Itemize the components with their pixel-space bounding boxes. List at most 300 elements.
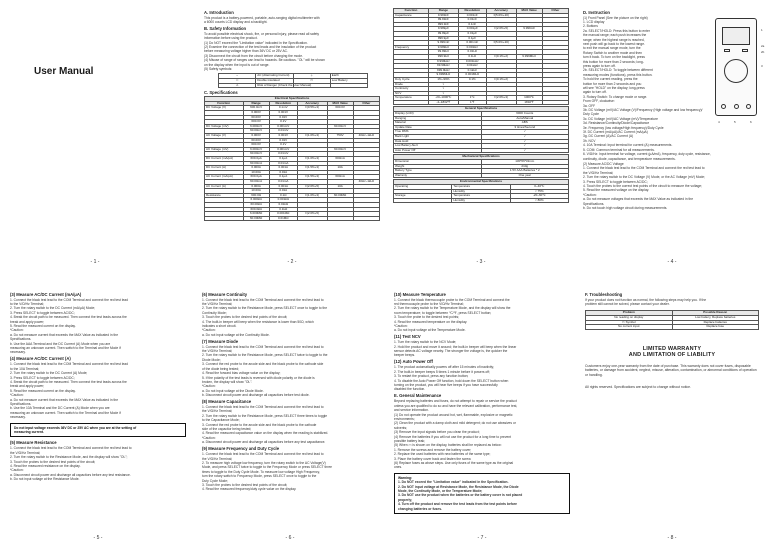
text-line: 2. Turn the rotary switch to the Resistance Mode, and the display will show "OL";	[10, 455, 128, 460]
warning-line: Mode, the Continuity Mode, or the Temperature Mode;	[398, 489, 483, 494]
limited-warranty-text: Customers enjoy one-year warranty from the date of purchase. This warranty does not cover fuses, disposable batteries, or damage from accident, neglect, misuse, alteration, contamination, or abnormal conditions of operation or handling.	[585, 363, 757, 377]
measure-voltage-list	[583, 166, 761, 210]
table-row	[586, 325, 759, 330]
text-line: 3a. OFF	[583, 103, 596, 108]
table-cell: NCV	[394, 91, 429, 96]
table-caption: Environmental Specifications	[394, 180, 569, 185]
resistance-section	[10, 440, 186, 481]
text-line: the V/Ω/Hz Terminal;	[583, 170, 614, 175]
table-cell: 0.001V	[269, 134, 297, 139]
text-line: 3f. DC Current (mA/μA)/AC Current (mA/μA)	[583, 130, 648, 135]
table-cell: ±(5.0%+20)	[486, 41, 516, 46]
table-cell: 40Hz~1kHz	[353, 179, 379, 184]
text-line: 2a. SELECT/HOLD: Press this button to enter	[583, 28, 650, 33]
text-line: 1. Connect the black test lead to the COM Terminal and connect the red test lead	[10, 297, 128, 302]
text-line: 3. To restart the product, press any function button;	[394, 374, 469, 379]
text-line: a. Disconnect circuit power and discharge all capacitors before any test resistance.	[10, 472, 131, 477]
table-cell: 40Hz~1kHz	[353, 134, 379, 139]
table-cell: 3 times/Second	[481, 125, 569, 130]
safety-text	[204, 32, 380, 72]
section-heading: A. Introduction	[204, 9, 234, 15]
table-cell: AC Voltage (mV)	[205, 147, 244, 152]
table-cell	[486, 100, 516, 105]
table-cell: 9.999MHz	[516, 54, 542, 59]
table-cell: 600mA	[327, 156, 353, 161]
subsection-heading: (2) Measure AC/DC Voltage	[583, 161, 624, 166]
table-cell: √	[429, 91, 459, 96]
limited-warranty-title: LIMITED WARRANTY AND LIMITATION OF LIABILITY	[628, 345, 716, 358]
text-line: 2. The built-in beeper beeps 5 times 1 minute before it powers off;	[394, 369, 490, 374]
table-cell: ±(2.0%+3)	[486, 96, 516, 101]
table-cell: 10A	[327, 166, 353, 171]
text-line: 3. Place the battery cover back and fasten the screw.	[394, 456, 472, 461]
text-line: 3. Press SELECT to toggle between AC/DC;	[10, 375, 75, 380]
table-cell: ±(0.5%+3)	[297, 106, 327, 111]
text-line: 3b. DC Voltage (mV)/AC Voltage (V)/Frequency (High voltage and low frequency)/	[583, 108, 703, 113]
table-cell: 1.5V AAA Batteries * 2	[481, 169, 569, 174]
text-line: 5. Read the measured current on the display.	[10, 323, 76, 328]
warning-line: measuring current.	[14, 429, 44, 434]
table-cell: True RMS	[394, 130, 482, 135]
warning-line: properly;	[398, 497, 413, 502]
table-cell: Operating	[394, 184, 452, 189]
table-cell: Replace fuse	[672, 325, 759, 330]
table-row	[394, 100, 569, 105]
table-cell: Low Battery	[330, 79, 367, 84]
table-cell: 600.0mV	[243, 106, 269, 111]
table-cell: 0.1kHz	[458, 68, 486, 73]
electrical-spec-table-cont	[393, 8, 569, 105]
table-cell: 6.000V	[243, 134, 269, 139]
table-cell: 0.01A	[269, 170, 297, 175]
text-line: *Caution:	[202, 328, 216, 333]
hold-button-illustration	[742, 49, 748, 52]
table-cell: 60.00mV	[243, 152, 269, 157]
text-line: 4. Break the circuit path to be measured. Then connect the test leads across the	[10, 315, 127, 320]
text-line: press again to turn off.	[583, 63, 616, 68]
table-cell: Temperature	[452, 194, 510, 199]
table-cell: DC Current (mA/μA)	[205, 156, 244, 161]
table-cell: ±(1.5%+3)	[297, 166, 327, 171]
text-line: a 6000 counts LCD display and a backlight.	[204, 19, 268, 24]
table-cell: 9.999mF	[516, 27, 542, 32]
table-cell: Earth	[330, 74, 367, 79]
table-cell: 0.01mA	[269, 161, 297, 166]
text-line: 1. Connect the black test lead to the COM Terminal and connect the red test lead to	[10, 446, 132, 451]
table-cell: 999.9kHz	[429, 68, 459, 73]
table-cell: < 80%	[510, 198, 568, 203]
table-cell: 6.000A	[243, 184, 269, 189]
text-line: again to turn off.	[583, 90, 607, 95]
text-line: to the 10A Terminal;	[10, 366, 40, 371]
text-line: Duty Cycle Mode;	[202, 478, 229, 483]
general-spec-table	[393, 106, 569, 153]
text-line: *Caution:	[202, 435, 216, 440]
text-line: Beyond replacing batteries and fuses, do not attempt to repair or service the product	[394, 399, 517, 404]
text-line: necessary.	[10, 415, 26, 420]
table-header-cell: Other	[353, 101, 379, 106]
table-cell	[297, 216, 327, 221]
table-cell	[327, 216, 353, 221]
page-5	[4, 280, 192, 544]
text-line: on the display when the input is out of range.	[204, 62, 270, 67]
table-cell: 0.01Hz	[458, 50, 486, 55]
table-cell: √	[481, 148, 569, 153]
text-line: 2. To measure high voltage low frequency, turn the rotary switch to the AC Voltage(V)	[202, 461, 326, 465]
table-cell: 0.01mA	[269, 179, 297, 184]
text-line: and service information.	[394, 408, 430, 413]
table-cell: ▭	[293, 79, 330, 84]
text-line: Continuity Mode;	[202, 310, 227, 315]
text-line: (6) Replace fuses as above steps. Use only fuses of the same type as the original	[394, 461, 514, 465]
table-cell: 0.1mV	[269, 106, 297, 111]
table-cell: 1000℃	[516, 96, 542, 101]
table-cell: -20~1000℃	[429, 96, 459, 101]
table-cell: 750V	[327, 134, 353, 139]
text-line: next push will go back to the lowest range.	[583, 41, 645, 46]
text-line: 3. Touch the probes to the desired test points of the circuit;	[202, 315, 288, 320]
table-cell: Display (LCD)	[394, 112, 482, 117]
text-line: room temperature; to toggle between ℃/℉, press SELECT button;	[394, 310, 492, 315]
table-cell: √	[481, 130, 569, 135]
table-cell: √	[481, 139, 569, 144]
table-cell: AC Current (A)	[205, 184, 244, 189]
section-heading: (8) Measure Capacitance	[202, 399, 252, 405]
table-row	[394, 148, 569, 153]
warning-line: 3. Do NOT use the product when the batteries or the battery cover is not placed	[398, 493, 523, 498]
table-cell: Ranging	[394, 116, 482, 121]
text-line: (5) Safety symbols:	[204, 67, 233, 72]
text-line: measuring an unknown current. Then switch to the Terminal and the Mode if	[10, 345, 121, 350]
text-line: 1. Connect the black test lead to the COM Terminal and connect the red test lead to	[202, 405, 324, 410]
table-cell: 0.1%	[458, 77, 486, 82]
text-line: 1. Remove the screws and remove the battery cover;	[394, 447, 472, 452]
text-line: 4. To disable the Auto Power Off function, hold down the SELECT button when	[394, 378, 509, 383]
text-line: b. Use the 10A Terminal and the DC Current (A) Mode when you are	[10, 406, 110, 411]
table-cell: √	[429, 87, 459, 92]
text-line: (1) Do NOT exceed the "Limitation value" indicated in the Specification.	[204, 40, 308, 45]
table-cell: 0.1Ω	[269, 193, 297, 198]
table-cell: Warranty	[394, 173, 482, 178]
warning-line: changing batteries or fuses.	[398, 506, 442, 511]
page-8	[578, 280, 766, 544]
text-line: 3h. NCV	[583, 138, 596, 143]
table-cell: Material	[394, 121, 482, 126]
text-line: 1. Connect the black test lead to the COM Terminal and connect the red test lead to	[202, 452, 324, 457]
text-line: 3. Rotary Switch: To change mode or range.	[583, 94, 648, 99]
table-cell: 0.001mV	[269, 124, 297, 129]
text-line: *Caution:	[10, 328, 24, 333]
text-line: To avoid possible electrical shock, fire, or personal injury, please read all safety	[204, 31, 320, 36]
table-cell: 0.01V	[269, 138, 297, 143]
table-cell: Resistance	[205, 193, 244, 198]
text-line: ones.	[394, 465, 403, 470]
table-cell: 60.00mA	[243, 179, 269, 184]
page-number: - 7 -	[477, 535, 487, 541]
page-2	[198, 6, 386, 268]
text-line: 2. Replace the used batteries with new batteries of the same type;	[394, 452, 491, 457]
table-cell: DC Voltage (mV)	[205, 124, 244, 129]
table-header-cell: Accuracy	[297, 101, 327, 106]
table-cell: Humidity	[452, 189, 510, 194]
current-warning-box	[10, 423, 186, 438]
table-cell: 6.000kΩ	[243, 198, 269, 203]
front-panel-list	[583, 20, 711, 161]
text-line: *Caution:	[10, 468, 24, 473]
text-line: to the V/Ω/Hz Terminal;	[10, 301, 44, 306]
text-line: *Caution:	[10, 393, 24, 398]
table-header-cell: Problem	[586, 311, 673, 316]
intro-text	[204, 16, 380, 25]
text-line: 3c. DC Voltage (mV)/AC Voltage (mV)/Temperature	[583, 116, 658, 121]
table-cell: 6.000A	[243, 166, 269, 171]
table-header-cell: MAX Value	[516, 9, 542, 14]
table-cell: < 75%	[510, 189, 568, 194]
text-line: b. Disconnect circuit power and discharge all capacitors before test diode.	[202, 393, 310, 398]
text-line: Duty Cycle	[583, 112, 599, 117]
section-heading: (6) Measure Continuity	[202, 291, 248, 297]
warning-line: 4. Turn off the product and remove the test leads from the test points before	[398, 502, 518, 507]
text-line: the V/Ω/Hz Terminal;	[10, 450, 41, 455]
text-line: b. Use the AAA Terminal and the DC Current (A) Mode when you are	[10, 341, 111, 346]
warning-list	[398, 480, 566, 511]
table-header-cell: MAX Value	[327, 101, 353, 106]
text-line: (3) Remove the input signals before you clean the product;	[394, 430, 480, 435]
text-line: 5. Read the measured voltage on the display.	[583, 188, 650, 193]
table-cell: 9.999MHz	[429, 73, 459, 78]
table-cell: 0.001mF	[458, 41, 486, 46]
text-line: Rotary Switch to another mode and then	[583, 50, 643, 55]
text-line: solvents;	[394, 425, 408, 430]
warning-box	[394, 473, 570, 514]
page-number: - 1 -	[90, 259, 100, 265]
table-cell: 60.00mV	[327, 147, 353, 152]
table-cell: 99.99kHz	[429, 64, 459, 69]
table-cell: 0.1V	[269, 143, 297, 148]
table-cell: 99.99μF	[429, 31, 459, 36]
table-cell: 600mA	[327, 175, 353, 180]
table-cell: 9.999nF	[429, 13, 459, 18]
multimeter-illustration	[715, 18, 757, 116]
text-line: 2. Turn the rotary switch to the DC Current (mA/μA) Mode;	[10, 306, 96, 311]
table-cell: 0.01kΩ	[269, 202, 297, 207]
text-line: will see "HOLD" on the display; long-press	[583, 86, 645, 90]
table-cell: 10.00A	[243, 189, 269, 194]
table-header-cell: Other	[542, 9, 568, 14]
text-line: the V/Ω/Hz Terminal;	[202, 349, 233, 354]
text-line: b. Do not touch high voltage circuit during measurements.	[583, 205, 668, 210]
text-line: (1) Do not operate the product around hot, wet, flammable, explosive or magnetic	[394, 412, 513, 417]
electrical-spec-table	[204, 96, 380, 221]
text-line: times to toggle to the Duty Cycle Mode. To measure low voltage High Frequency,	[202, 469, 320, 474]
text-line: b. Do not input voltage at the Resistance Mode.	[10, 477, 80, 482]
text-line: 3. Connect the red probe to the anode side and the black probe to the cathode	[202, 422, 317, 427]
text-line: before measuring voltage higher than 36V DC or 25V AC.	[204, 49, 288, 54]
text-line: a. Disconnect circuit power and discharge all capacitors before any test capacitance.	[202, 440, 326, 445]
table-cell: 600.0kΩ	[243, 207, 269, 212]
table-cell: 600.0Ω	[243, 193, 269, 198]
table-cell: □	[219, 79, 256, 84]
section-heading: (4) Measure AC/DC Current (A)	[10, 356, 71, 362]
text-line: 1. Turn the rotary switch to the NCV Mode;	[394, 340, 457, 345]
text-line: 2. Turn the rotary switch to the DC Current (A) Mode;	[10, 371, 88, 376]
page-3	[388, 6, 574, 268]
table-cell: Auto Power Off	[394, 148, 482, 153]
table-cell: 0~40℃	[510, 184, 568, 189]
table-cell	[330, 83, 367, 88]
section-heading: (10) Measure Temperature	[394, 291, 446, 297]
table-cell: Replace batteries	[672, 320, 759, 325]
text-line: 2. Turn the rotary switch to the Resistance Mode, press SELECT once to toggle to the	[202, 306, 328, 311]
text-line: problem still cannot be solved, please contact your dealer.	[585, 301, 670, 306]
current-sections	[10, 292, 186, 420]
table-cell: 0.01μF	[458, 31, 486, 36]
text-line: 3e. Frequency (low voltage/High frequency)/Duty Cycle	[583, 125, 664, 130]
text-line: Specifications.	[10, 401, 32, 406]
table-cell: AC Current (mA/μA)	[205, 175, 244, 180]
table-cell: Weight	[394, 164, 482, 169]
mechanical-spec-table	[393, 154, 569, 178]
table-cell: 0.01V	[269, 115, 297, 120]
table-cell: 999.9μF	[429, 36, 459, 41]
text-line: 2. Turn the rotary switch to the Resistance Mode, press SELECT twice to toggle to the	[202, 353, 328, 358]
table-cell: 0.01MΩ	[269, 216, 297, 221]
table-cell	[353, 216, 379, 221]
table-cell: 0.001MHz	[458, 73, 486, 78]
meter-callout-label: 1	[761, 28, 763, 32]
text-line: 4. 10A Terminal: Input terminal for current (A) measurements.	[583, 143, 673, 148]
text-line: Specifications.	[583, 201, 605, 206]
text-line: *Caution:	[394, 323, 408, 328]
table-cell	[394, 198, 452, 203]
table-row	[205, 216, 380, 221]
text-line: From OFF, clockwise:	[583, 99, 615, 104]
text-line: 1. The product automatically powers off after 15 minutes of inactivity;	[394, 365, 495, 370]
text-line: a. Do not input voltage at the Temperature Mode.	[394, 328, 466, 333]
table-cell: Temperature	[452, 184, 510, 189]
text-line: button for more than 2 seconds and you	[583, 81, 642, 86]
text-line: this button for more than 2 seconds; long-	[583, 59, 644, 64]
table-cell: 10.00A	[243, 170, 269, 175]
measure-sections	[202, 292, 378, 492]
rotary-switch-illustration	[724, 59, 748, 83]
text-line: (3) Disconnect the circuit from the circuit before changing the mode.	[204, 53, 303, 58]
table-cell: Storage	[394, 194, 452, 199]
text-line: turn the rotary switch to Frequency Mode, press SELECT once to toggle to the	[202, 474, 317, 479]
text-line: Mode, and press SELECT twice to toggle to the Frequency Mode or press SELECT three	[202, 465, 332, 470]
table-cell: 60.00mA	[243, 161, 269, 166]
text-line: 3. Connect the red probe to the anode side and the black probe to the cathode side	[202, 362, 324, 367]
table-cell: 0.1μF	[458, 36, 486, 41]
table-cell: ±(1.5%+3)	[297, 175, 327, 180]
table-cell: 10A	[327, 184, 353, 189]
page-number: - 2 -	[287, 259, 297, 265]
table-cell: 6.000mV	[243, 147, 269, 152]
table-cell: 0.001V	[269, 111, 297, 116]
table-cell: 0.01mV	[269, 129, 297, 134]
page-number: - 6 -	[285, 535, 295, 541]
table-cell: 0.001nF	[458, 13, 486, 18]
table-cell: 1℃	[458, 96, 486, 101]
table-cell: 6.000mV	[243, 124, 269, 129]
section-heading: (7) Measure Diode	[202, 338, 239, 344]
table-cell	[205, 216, 244, 221]
text-line: the V/Ω/Hz Terminal;	[202, 456, 233, 461]
table-cell: Back Light	[394, 135, 482, 140]
table-cell: 0.1nF	[458, 22, 486, 27]
table-cell: 130*66*32mm	[481, 160, 569, 165]
table-cell: 9.999kHz	[429, 59, 459, 64]
table-cell: Frequency	[394, 45, 429, 50]
table-header-cell: Function	[394, 9, 429, 14]
table-header-cell: Possible Reason	[672, 311, 759, 316]
table-cell: 210g	[481, 164, 569, 169]
text-line: 1. Connect the black test lead to the COM Terminal and connect the red test lead to	[202, 344, 324, 349]
vohm-jack	[746, 104, 751, 109]
text-line: 3d. Resistance/Continuity/Diode/Capacitance	[583, 121, 650, 126]
table-cell: √	[481, 135, 569, 140]
table-cell: Update Rate	[394, 125, 482, 130]
table-cell: 0.001A	[269, 184, 297, 189]
table-cell: Humidity	[452, 198, 510, 203]
table-row	[219, 83, 368, 88]
select-button-illustration	[724, 49, 730, 52]
meter-callout-label: 3	[761, 64, 763, 68]
table-cell: DC Voltage (V)	[205, 106, 244, 111]
table-cell: 1℉	[458, 100, 486, 105]
table-cell: 999.9Hz	[429, 54, 459, 59]
table-cell: 6000 Counts	[481, 112, 569, 117]
table-cell: 0.1kΩ	[269, 207, 297, 212]
text-line: 5. If the polarity of the test leads is reversed with diode polarity or the diode is	[202, 375, 315, 380]
table-cell: 99.99Hz	[429, 50, 459, 55]
text-line: disabled the function.	[394, 387, 426, 392]
meter-callout-label: 2a	[761, 44, 765, 48]
text-line: side of the capacitor being tested;	[202, 427, 252, 432]
text-line: 3. Touch the probe to the desired test points;	[394, 315, 460, 320]
text-line: environments;	[394, 416, 415, 421]
table-cell: 0.001MΩ	[269, 212, 297, 217]
text-line: continuity, diode, capacitance, and temperature measurements.	[583, 156, 676, 161]
text-line: break and apply power;	[10, 384, 45, 389]
table-cell	[394, 100, 429, 105]
page-cover	[0, 0, 190, 268]
text-line: 3. Touch the probes to the desired test points of the circuit;	[10, 459, 96, 464]
table-cell: 9.999mF	[429, 41, 459, 46]
text-line: the V/Ω/Hz Terminal;	[202, 301, 233, 306]
text-line: 2. Turn the rotary switch to the Resistance Mode, press SELECT three times to toggle	[202, 413, 328, 418]
text-line: 3. Press SELECT to toggle between AC/DC;	[10, 310, 75, 315]
text-line: information before using the product.	[204, 36, 258, 41]
text-line: 1. Connect the black test lead to the COM Terminal and connect the red test lead to	[583, 166, 705, 171]
section-heading: (11) Test NCV	[394, 334, 421, 340]
table-cell: 0.01A	[269, 189, 297, 194]
table-cell: 0.1μA	[269, 175, 297, 180]
table-cell: ±(0.1%+2)	[486, 77, 516, 82]
meter-callout-label: 4	[718, 120, 720, 124]
meter-callout-label: 2b	[761, 50, 765, 54]
table-cell: One year	[481, 173, 569, 178]
text-line: 2. Turn the rotary switch to the Temperature Mode, and the display will show the	[394, 306, 511, 311]
text-line: 3. Touch the probes to the desired test points of the circuit;	[202, 483, 288, 488]
troubleshooting-table	[585, 310, 759, 329]
table-cell: 60.00kΩ	[243, 202, 269, 207]
table-caption: General Specifications	[394, 107, 569, 112]
table-header-cell: Resolution	[458, 9, 486, 14]
table-cell: 0.01mV	[269, 152, 297, 157]
table-cell: No reading on display	[586, 315, 673, 320]
table-cell: ABS	[481, 121, 569, 126]
